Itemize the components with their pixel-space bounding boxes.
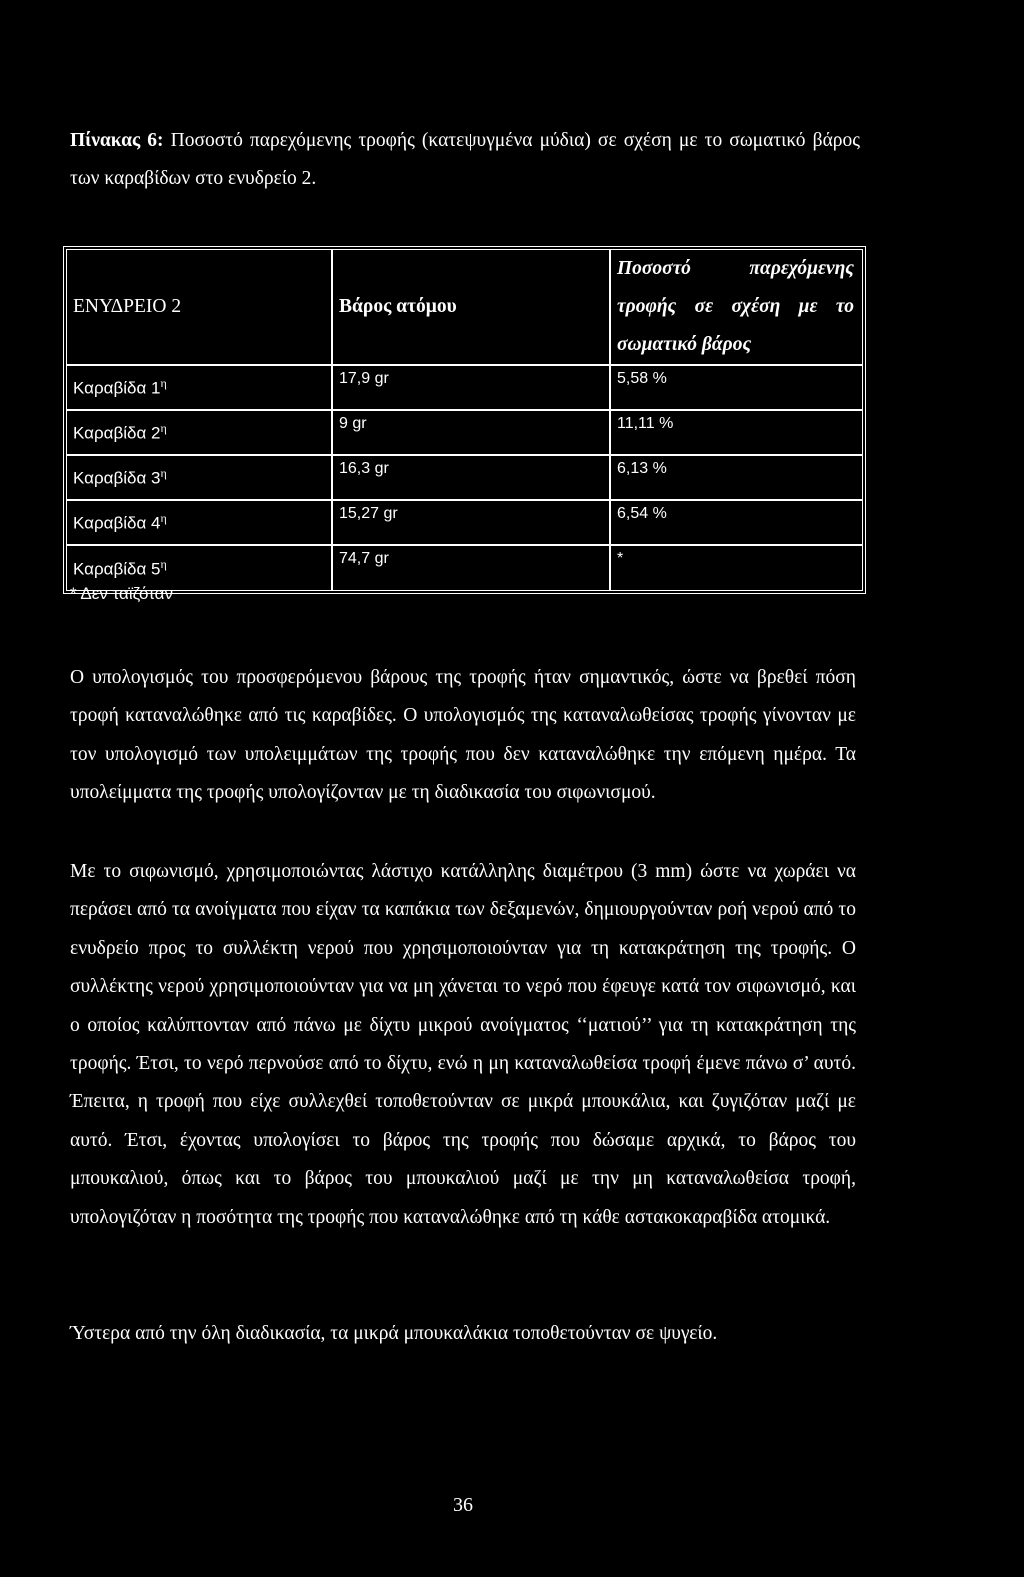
row-name: Καραβίδα $1^\eta$ bbox=[67, 366, 333, 411]
row-percent: 6,54 % bbox=[611, 501, 862, 546]
row-percent: 6,13 % bbox=[611, 456, 862, 501]
row-name: Καραβίδα $3^\eta$ bbox=[67, 456, 333, 501]
paragraph-siphoning: Με το σιφωνισμό, χρησιμοποιώντας λάστιχο κατάλληλης διαμέτρου (3 mm) ώστε να χωράει να περάσει από τα ανοίγματα που είχαν τα καπάκια των δεξαμενών, δημιουργούνταν ροή νερού από το ενυδρείο προς το συλλέκτη νερού που χρησιμοποιούνταν για τη κατακράτηση της τροφής. Ο συλλέκτης νερού χρησιμοποιούνταν για να μη χάνεται το νερό που έφευγε κατά τον σιφωνισμό, και ο οποίος καλύπτονταν από πάνω με δίχτυ μικρού ανοίγματος ‘‘ματιού’’ για τη κατακράτηση της τροφής. Έτσι, το νερό περνούσε από το δίχτυ, ενώ η μη καταναλωθείσα τροφή έμενε πάνω σ’ αυτό. Έπειτα, η τροφή που είχε συλλεχθεί τοποθετούνταν σε μικρά μπουκάλια, και ζυγιζόταν μαζί με αυτό. Έτσι, έχοντας υπολογίσει το βάρος της τροφής που δώσαμε αρχικά, το βάρος του μπουκαλιού, όπως και το βάρος του μπουκαλιού μαζί με την μη καταναλωθείσα τροφή, υπολογιζόταν η ποσότητα της τροφής που καταναλώθηκε από τη κάθε αστακοκαραβίδα ατομικά. bbox=[70, 861, 856, 1228]
row-weight: 9 gr bbox=[333, 411, 611, 456]
row-weight: 16,3 gr bbox=[333, 456, 611, 501]
caption-text: Ποσοστό παρεχόμενης τροφής (κατεψυγμένα μύδια) σε σχέση με το σωματικό βάρος των καραβίδων στο ενυδρείο 2. bbox=[70, 130, 860, 189]
paragraph-calculation: Ο υπολογισμός του προσφερόμενου βάρους της τροφής ήταν σημαντικός, ώστε να βρεθεί πόση τροφή καταναλώθηκε από τις καραβίδες. Ο υπολογισμός της καταναλωθείσας τροφής γίνονταν με τον υπολογισμό των υπολειμμάτων της τροφής που δεν καταναλώθηκε την επόμενη ημέρα. Τα υπολείμματα της τροφής υπολογίζονταν με τη διαδικασία του σιφωνισμού. bbox=[70, 667, 856, 804]
caption-label: Πίνακας 6: bbox=[70, 130, 164, 151]
data-table bbox=[63, 246, 866, 594]
table-row bbox=[67, 366, 862, 411]
table-row bbox=[67, 546, 862, 590]
row-weight: 17,9 gr bbox=[333, 366, 611, 411]
row-weight: 15,27 gr bbox=[333, 501, 611, 546]
table-row bbox=[67, 501, 862, 546]
header-cell-percent: Ποσοστό παρεχόμενης τροφής σε σχέση με το σωματικό βάρος bbox=[611, 250, 862, 366]
row-name: Καραβίδα $5^\eta$ bbox=[67, 546, 333, 590]
row-percent: 5,58 % bbox=[611, 366, 862, 411]
row-name: Καραβίδα $4^\eta$ bbox=[67, 501, 333, 546]
row-name: Καραβίδα $2^\eta$ bbox=[67, 411, 333, 456]
header-cell-weight: Βάρος ατόμου bbox=[333, 250, 611, 366]
paragraph-storage: Ύστερα από την όλη διαδικασία, τα μικρά μπουκαλάκια τοποθετούνταν σε ψυγείο. bbox=[70, 1323, 718, 1344]
table-row bbox=[67, 456, 862, 501]
row-weight: 74,7 gr bbox=[333, 546, 611, 590]
table-row bbox=[67, 411, 862, 456]
table-footnote: * Δεν ταϊζόταν bbox=[70, 584, 174, 603]
table-caption bbox=[70, 122, 860, 198]
row-percent: 11,11 % bbox=[611, 411, 862, 456]
table-header-row bbox=[67, 250, 862, 366]
header-cell-aquarium: ΕΝΥΔΡΕΙΟ 2 bbox=[67, 250, 333, 366]
row-percent: * bbox=[617, 550, 624, 567]
page-number: 36 bbox=[453, 1494, 473, 1516]
